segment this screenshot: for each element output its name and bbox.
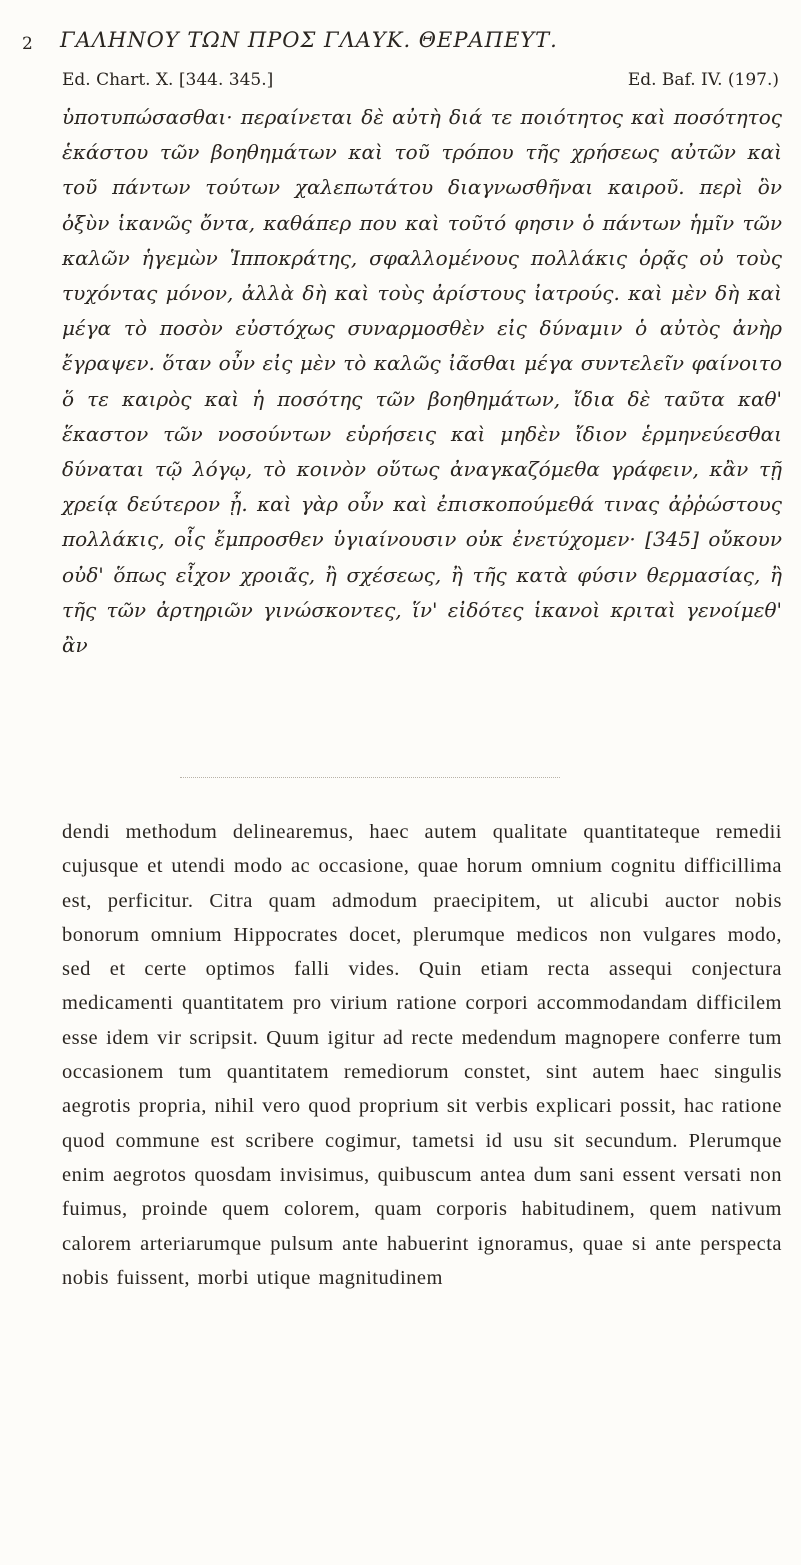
page-number: 2 (22, 34, 33, 54)
edition-ref-left: Ed. Chart. X. [344. 345.] (62, 70, 274, 90)
latin-translation-block: dendi methodum delinearemus, haec autem qualitate quantitateque remedii cujusque et utendi modo ac occasione, quae horum omnium cognitu difficillima est, perficitur. Citra quam admodum praecipitem, ut alicubi auctor nobis bonorum omnium Hippocrates docet, plerumque medicos non vulgares modo, sed et certe optimos falli vides. Quin etiam recta assequi conjectura medicamenti quantitatem pro virium ratione corpori accommodandam difficilem esse idem vir scripsit. Quum igitur ad recte medendum magnopere conferre tum occasionem tum quantitatem remediorum constet, sint autem haec singulis aegrotis propria, nihil vero quod proprium sit verbis explicari possit, hac ratione quod commune est scribere cogimur, tametsi id usu sit secundum. Plerumque enim aegrotos quosdam invisimus, quibuscum antea dum sani essent versati non fuimus, proinde quem colorem, quam corporis habitudinem, quem nativum calorem arteriarumque pulsum ante habuerint ignoramus, quae si ante perspecta nobis fuissent, morbi utique magnitudinem (62, 821, 782, 1289)
greek-text-block: ὑποτυπώσασθαι· περαίνεται δὲ αὐτὴ διά τε ποιότητος καὶ ποσότητος ἑκάστου τῶν βοηθημάτων καὶ τοῦ τρόπου τῆς χρήσεως αὐτῶν καὶ τοῦ πάντων τούτων χαλεπωτάτου διαγνωσθῆναι καιροῦ. περὶ ὃν ὀξὺν ἱκανῶς ὄντα, καθάπερ που καὶ τοῦτό φησιν ὁ πάντων ἡμῖν τῶν καλῶν ἡγεμὼν Ἱπποκράτης, σφαλλομένους πολλάκις ὁρᾷς οὐ τοὺς τυχόντας μόνον, ἀλλὰ δὴ καὶ τοὺς ἀρίστους ἰατρούς. καὶ μὲν δὴ καὶ μέγα τὸ ποσὸν εὐστόχως συναρμοσθὲν εἰς δύναμιν ὁ αὐτὸς ἀνὴρ ἔγραψεν. ὅταν οὖν εἰς μὲν τὸ καλῶς ἰᾶσθαι μέγα συντελεῖν φαίνοιτο ὅ τε καιρὸς καὶ ἡ ποσότης τῶν βοηθημάτων, ἴδια δὲ ταῦτα καθ' ἕκαστον τῶν νοσούντων εὑρήσεις καὶ μηδὲν ἴδιον ἑρμηνεύεσθαι δύναται τῷ λόγῳ, τὸ κοινὸν οὕτως ἀναγκαζόμεθα γράφειν, κἂν τῇ χρείᾳ δεύτερον ᾖ. καὶ γὰρ οὖν καὶ ἐπισκοπούμεθά τινας ἀῤῥώστους πολλάκις, οἷς ἔμπροσθεν ὑγιαίνουσιν οὐκ ἐνετύχομεν· [345] οὔκουν οὐδ' ὅπως εἶχον χροιᾶς, ἢ σχέσεως, ἢ τῆς κατὰ φύσιν θερμασίας, ἢ τῆς τῶν ἀρτηριῶν γινώσκοντες, ἵν' εἰδότες ἱκανοὶ κριταὶ γενοίμεθ' ἂν (62, 105, 782, 658)
running-title: ΓΑΛΗΝΟΥ ΤΩΝ ΠΡΟΣ ΓΛΑΥΚ. ΘΕΡΑΠΕΥΤ. (60, 28, 558, 52)
edition-ref-right: Ed. Baf. IV. (197.) (627, 70, 779, 90)
section-divider (180, 777, 560, 778)
